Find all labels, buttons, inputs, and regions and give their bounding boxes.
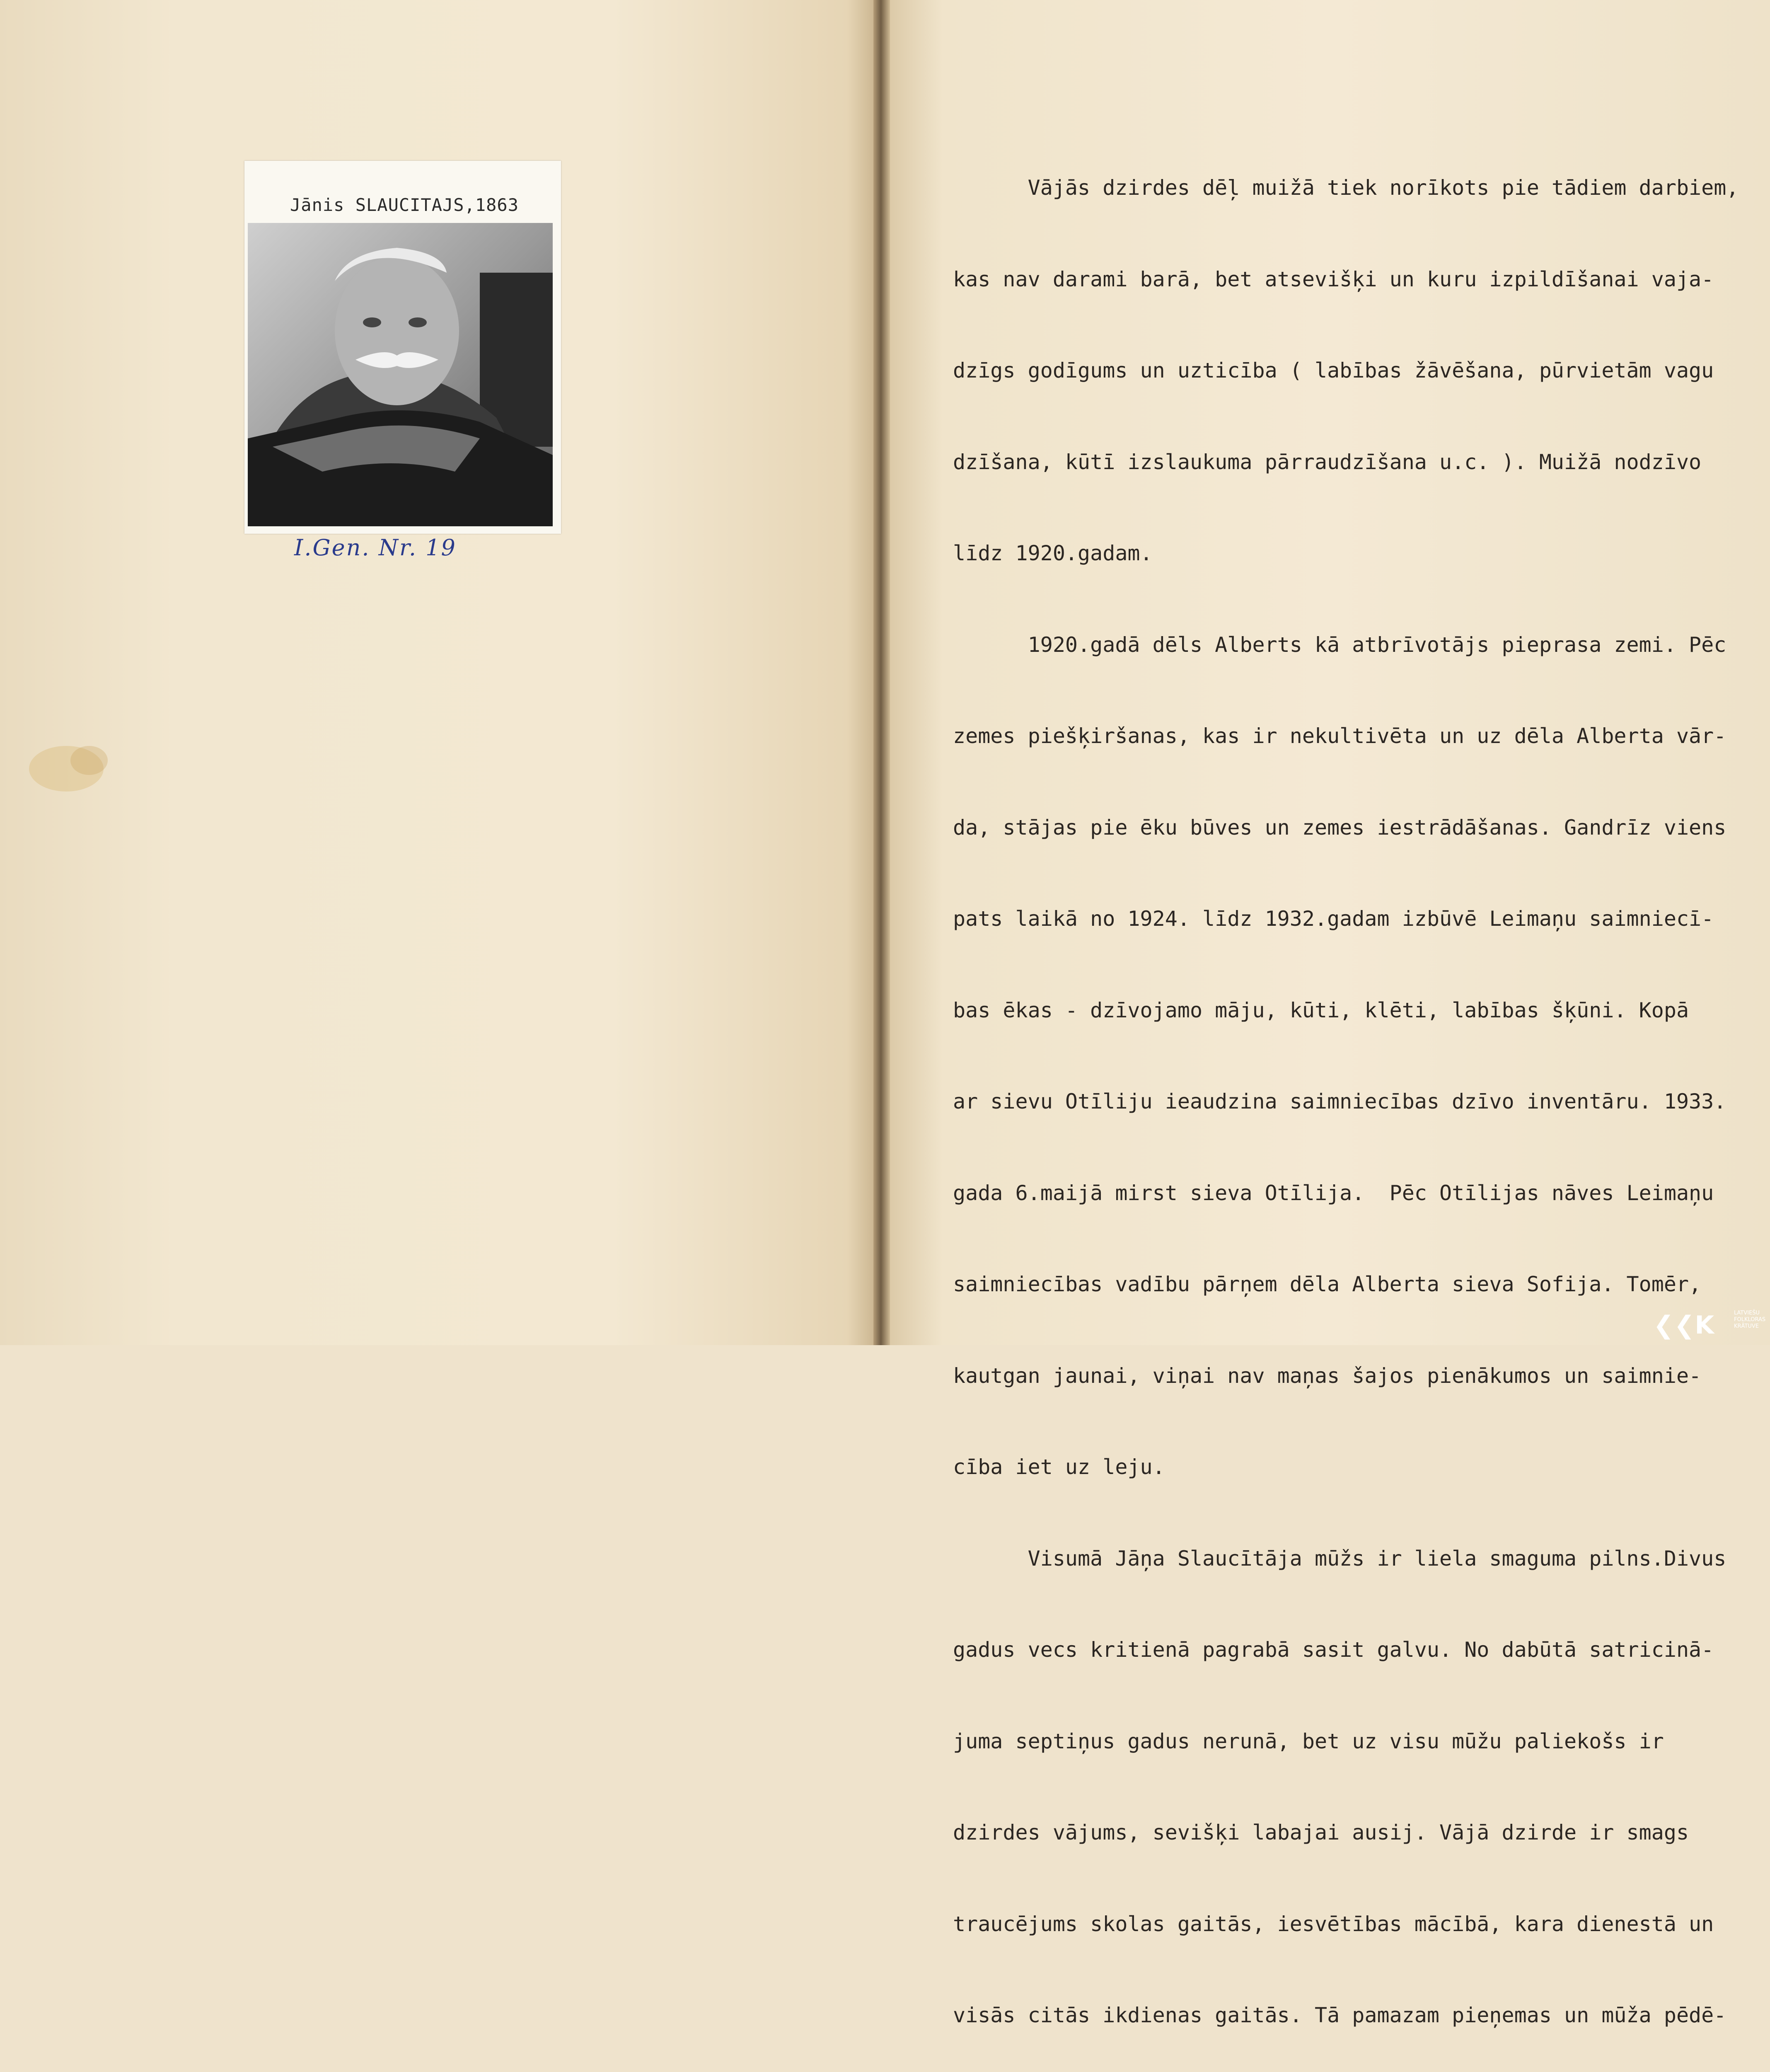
book-gutter bbox=[873, 0, 890, 1345]
watermark-line: LATVIEŠU bbox=[1734, 1310, 1760, 1316]
watermark-line: KRĀTUVE bbox=[1734, 1323, 1759, 1329]
text-line: bas ēkas - dzīvojamo māju, kūti, klēti, labības šķūni. Kopā bbox=[953, 998, 1689, 1022]
text-line: kas nav darami barā, bet atsevišķi un kuru izpildīšanai vaja- bbox=[953, 267, 1714, 291]
portrait-photo-card bbox=[244, 161, 561, 534]
text-line: cība iet uz leju. bbox=[953, 1455, 1165, 1479]
text-line: gada 6.maijā mirst sieva Otīlija. Pēc Otīlijas nāves Leimaņu bbox=[953, 1181, 1714, 1205]
handwritten-note: I.Gen. Nr. 19 bbox=[294, 535, 457, 561]
text-line: dzīgs godīgums un uzticība ( labības žāvēšana, pūrvietām vagu bbox=[953, 358, 1714, 382]
text-line: dzirdes vājums, sevišķi labajai ausij. Vājā dzirde ir smags bbox=[953, 1820, 1689, 1844]
text-line: zemes piešķiršanas, kas ir nekultivēta un uz dēla Alberta vār- bbox=[953, 724, 1726, 748]
text-line: visās citās ikdienas gaitās. Tā pamazam pieņemas un mūža pēdē- bbox=[953, 2003, 1726, 2027]
watermark-line: FOLKLORAS bbox=[1734, 1317, 1766, 1323]
text-line: pats laikā no 1924. līdz 1932.gadam izbūvē Leimaņu saimniecī- bbox=[953, 907, 1714, 931]
text-line: juma septiņus gadus nerunā, bet uz visu mūžu paliekošs ir bbox=[953, 1729, 1664, 1753]
text-line: līdz 1920.gadam. bbox=[953, 541, 1153, 565]
photo-caption: Jānis SLAUCITAJS,1863 bbox=[290, 195, 519, 215]
text-line: 1920.gadā dēls Alberts kā atbrīvotājs pieprasa zemi. Pēc bbox=[953, 632, 1726, 657]
text-line: ar sievu Otīliju ieaudzina saimniecības dzīvo inventāru. 1933. bbox=[953, 1089, 1726, 1113]
left-page bbox=[0, 0, 873, 1345]
text-line: Visumā Jāņa Slaucītāja mūžs ir liela smaguma pilns.Divus bbox=[953, 1546, 1726, 1571]
portrait-image bbox=[248, 223, 553, 526]
text-line: da, stājas pie ēku būves un zemes iestrādāšanas. Gandrīz viens bbox=[953, 815, 1726, 840]
text-line: kautgan jaunai, viņai nav maņas šajos pienākumos un saimnie- bbox=[953, 1363, 1702, 1388]
paper-stain bbox=[70, 746, 108, 775]
text-line: gadus vecs kritienā pagrabā sasit galvu. No dabūtā satricinā- bbox=[953, 1638, 1714, 1662]
chevron-logo-icon: ❮❮K bbox=[1653, 1311, 1714, 1340]
text-line: dzīšana, kūtī izslaukuma pārraudzīšana u.c. ). Muižā nodzīvo bbox=[953, 450, 1702, 474]
text-line: traucējums skolas gaitās, iesvētības mācībā, kara dienestā un bbox=[953, 1912, 1714, 1936]
text-line: Vājās dzirdes dēļ muižā tiek norīkots pie tādiem darbiem, bbox=[953, 176, 1739, 200]
archive-watermark-logo bbox=[1653, 1307, 1766, 1340]
typed-text-block bbox=[953, 112, 1765, 2072]
portrait-photo bbox=[248, 223, 553, 526]
text-line: saimniecības vadību pārņem dēla Alberta sieva Sofija. Tomēr, bbox=[953, 1272, 1702, 1296]
